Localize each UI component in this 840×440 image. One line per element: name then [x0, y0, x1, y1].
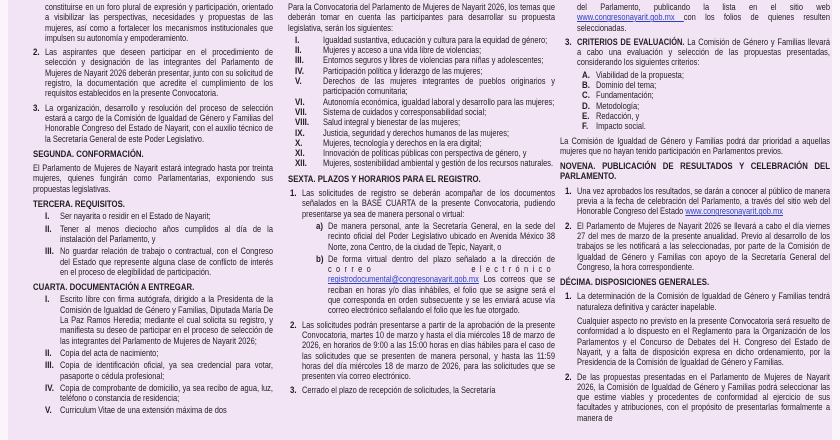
convocatoria-page	[8, 0, 832, 440]
block-text	[577, 186, 830, 217]
block-text: Metodología;	[596, 100, 640, 111]
block-text: Mujeres, tecnología y derechos en la era digital;	[323, 137, 482, 148]
block-text: De las propuestas presentadas en el Parlamento de Mujeres de Nayarit 2026, la Comisión de Igualdad de Género y Familias podrá seleccionar las que estime viables y procedentes de conformidad al ejercicio de sus facultades y atribuciones, con el propósito de presentarlas formalmente a manera de	[577, 371, 830, 423]
list-item	[290, 188, 555, 219]
list-item	[45, 360, 273, 381]
list-label: IV.	[45, 382, 54, 393]
list-label: b)	[316, 253, 324, 264]
block-text: Las aspirantes que deseen participar en el procedimiento de selección y designación de las integrantes del Parlamento de Mujeres de Nayarit 2026 deberán presentar, junto con su solicitud de registro, la documentación que acredite el cumplimiento de los requisitos establecidos en la presente Convocatoria.	[45, 47, 273, 99]
text-segment: correo electrónico	[328, 264, 555, 275]
block-text: Cualquier aspecto no previsto en la presente Convocatoria será resuelto de conformidad a lo dispuesto en el Reglamento para la Organización de los Parlamentos y el Concurso de Debates del H. Congreso del Estado de Nayarit, y a falta de disposición expresa en dicho ordenamiento, por la Presidencia de la Comisión de Igualdad de Género y Familias.	[577, 316, 830, 368]
block-text: SEGUNDA. CONFORMACIÓN.	[33, 147, 144, 159]
list-item	[33, 47, 273, 99]
block-text: DÉCIMA. DISPOSICIONES GENERALES.	[560, 276, 710, 288]
list-label: 1.	[290, 188, 297, 199]
section-heading	[33, 282, 273, 292]
list-label: F.	[582, 121, 589, 132]
list-item	[582, 110, 830, 121]
list-label: III.	[295, 55, 304, 66]
list-label: 2.	[33, 47, 40, 58]
list-item	[582, 90, 830, 101]
list-item	[45, 246, 273, 277]
section-heading	[33, 149, 273, 159]
block-text: No guardar relación de trabajo o contractual, con el Congreso del Estado que represente alguna clase de conflicto de interés en el proceso de elegibilidad de participación.	[60, 246, 273, 277]
web-link[interactable]: registrodocumental@congresonayarit.gob.mx	[328, 274, 479, 285]
list-item	[565, 36, 830, 68]
block-text	[577, 2, 830, 33]
list-label: X.	[295, 137, 303, 148]
text-segment: Una vez aprobados los resultados, se darán a conocer al público de manera previa a la fecha de celebración del Parlamento, a través del sitio web del Honorable Congreso del Estado	[577, 185, 830, 217]
block-text: Curriculum Vitae de una extensión máxima de dos	[60, 405, 227, 416]
column-right	[560, 2, 830, 423]
block-text: NOVENA. PUBLICACIÓN DE RESULTADOS Y CELEBRACIÓN DEL PARLAMENTO.	[560, 160, 830, 182]
list-label: 2.	[565, 220, 572, 231]
block-text: Tener al menos dieciocho años cumplidos al día de la instalación del Parlamento, y	[60, 223, 273, 244]
block-text: De manera personal, ante la Secretaría General, en la sede del recinto oficial del Poder Legislativo ubicado en Avenida México 38 Norte, zona Centro, de la ciudad de Tepic, Nayarit, o	[328, 220, 555, 252]
column-left	[33, 2, 273, 416]
list-label: 1.	[565, 185, 572, 196]
list-item	[295, 158, 555, 169]
block-text: Salud integral y bienestar de las mujeres;	[323, 117, 461, 128]
section-heading	[560, 161, 830, 182]
list-item	[582, 69, 830, 80]
block-text: Las solicitudes podrán presentarse a partir de la aprobación de la presente Convocatoria, martes 10 de marzo y hasta el día miércoles 18 de marzo de 2026, en horarios de 9:00 a las 15:00 horas en días hábiles para el caso de las solicitudes que se presenten de manera personal, y hasta las 11:59 horas del día miércoles 18 de marzo de 2026, para las solicitudes que se presenten vía correo electrónico.	[302, 319, 555, 382]
list-label: C.	[582, 90, 590, 101]
block-text: Innovación de políticas públicas con perspectiva de género, y	[323, 148, 527, 159]
list-label: A.	[582, 69, 590, 80]
text-segment: Los correos que se reciban en horas y/o días inhábiles, el folio que se asigne será el que corresponda en orden subsecuente y se les enviará acuse vía correo electrónico señalando el folio que les fue otorgado.	[328, 274, 555, 316]
list-label: XI.	[295, 148, 305, 159]
list-item	[295, 117, 555, 128]
list-label: 3.	[33, 102, 40, 113]
block-text: La organización, desarrollo y resolución del proceso de selección estará a cargo de la Comisión de Igualdad de Género y Familias del Honorable Congreso del Estado de Nayarit, con el auxilio técnico de la Secretaría General de este Poder Legislativo.	[45, 102, 273, 144]
list-item	[45, 405, 273, 416]
list-item	[565, 291, 830, 312]
list-label: I.	[295, 34, 300, 45]
list-label: III.	[45, 360, 54, 371]
block-text: Entornos seguros y libres de violencias para niñas y adolescentes;	[323, 55, 544, 66]
block-text: constituirse en un foro plural de expresión y participación, orientado a visibilizar las perspectivas, necesidades y propuestas de las mujeres, así como a fortalecer los mecanismos institucionales que impulsen su autonomía y empoderamiento.	[45, 2, 273, 43]
block-text: Derechos de las mujeres integrantes de pueblos originarios y participación comunitaria;	[323, 76, 555, 97]
list-label: II.	[45, 223, 52, 234]
block-text: Participación política y liderazgo de las mujeres;	[323, 65, 483, 76]
list-item	[45, 211, 273, 222]
list-item	[295, 106, 555, 117]
block-text: El Parlamento de Mujeres de Nayarit estará integrado hasta por treinta mujeres, quienes fungirán como Parlamentarias, exponiendo sus propuestas legislativas.	[33, 163, 273, 194]
list-label: 3.	[290, 385, 297, 396]
block-text: Viabilidad de la propuesta;	[596, 69, 684, 80]
block-text: Copia del acta de nacimiento;	[60, 347, 159, 358]
list-label: III.	[45, 246, 54, 257]
block-text: La Comisión de Igualdad de Género y Familias podrá dar prioridad a aquellas mujeres que no hayan tenido participación en Parlamentos previos.	[560, 135, 830, 156]
text-segment: De forma virtual dentro del plazo señalado a la dirección de	[328, 253, 555, 264]
list-item	[295, 65, 555, 76]
list-item	[316, 253, 555, 316]
list-item	[295, 148, 555, 159]
block-text: Sistema de cuidados y corresponsabilidad social;	[323, 106, 487, 117]
list-item	[33, 102, 273, 144]
list-label: V.	[295, 76, 302, 87]
paragraph	[577, 2, 830, 33]
block-text: TERCERA. REQUISITOS.	[33, 198, 125, 210]
list-item	[45, 347, 273, 358]
block-text: CUARTA. DOCUMENTACIÓN A ENTREGAR.	[33, 281, 195, 293]
block-text: Justicia, seguridad y derechos humanos de las mujeres;	[323, 127, 510, 138]
block-text	[328, 254, 555, 316]
web-link[interactable]: www.congresonayarit.gob.mx	[685, 206, 783, 217]
block-text: Ser nayarita o residir en el Estado de Nayarit;	[60, 211, 211, 222]
block-text: Igualdad sustantiva, educación y cultura para la equidad de género;	[323, 34, 548, 45]
list-item	[582, 100, 830, 111]
list-item	[45, 223, 273, 245]
list-label: II.	[45, 347, 52, 358]
block-text: Para la Convocatoria del Parlamento de Mujeres de Nayarit 2026, los temas que deberán tomar en cuenta las participantes para desarrollar su propuesta legislativa, serán los siguientes:	[288, 2, 555, 33]
block-text: Las solicitudes de registro se deberán acompañar de los documentos señalados en la BASE CUARTA de la presente Convocatoria, pudiendo presentarse ya sea de manera personal o virtual:	[302, 188, 555, 219]
list-label: VIII.	[295, 117, 310, 128]
list-label: VII.	[295, 106, 307, 117]
list-label: 2.	[290, 319, 297, 330]
web-link[interactable]: www.congresonayarit.gob.mx	[577, 12, 684, 23]
list-item	[565, 371, 830, 423]
list-label: 1.	[565, 291, 572, 302]
paragraph	[560, 136, 830, 157]
list-label: IX.	[295, 127, 305, 138]
paragraph	[288, 2, 555, 33]
list-item	[295, 137, 555, 148]
block-text: El Parlamento de Mujeres de Nayarit 2026 se llevará a cabo el día viernes 27 del mes de marzo de la presente anualidad. Previo al desarrollo de los trabajos se les notificará a las seleccionadas, por parte de la Comisión de Igualdad de Género y Familias con apoyo de la Secretaría General del Congreso, la hora correspondiente.	[577, 220, 830, 272]
list-label: B.	[582, 80, 590, 91]
list-label: I.	[45, 211, 50, 222]
list-item	[295, 76, 555, 97]
list-label: a)	[316, 220, 324, 231]
block-text: Mujeres, sostenibilidad ambiental y gestión de los recursos naturales.	[323, 158, 554, 169]
list-label: VI.	[295, 96, 305, 107]
list-item	[582, 80, 830, 91]
text-segment: La Comisión de Género y Familias llevará a cabo una evaluación y selección de las propuestas presentadas, considerando los siguientes criterios:	[577, 36, 830, 68]
list-item	[565, 185, 830, 217]
list-label: E.	[582, 110, 590, 121]
paragraph	[33, 163, 273, 194]
block-text: Fundamentación;	[596, 90, 654, 101]
list-item	[316, 220, 555, 252]
list-label: XII.	[295, 158, 307, 169]
block-text: SEXTA. PLAZOS Y HORARIOS PARA EL REGISTRO.	[288, 172, 481, 184]
list-label: II.	[295, 45, 302, 56]
block-text: Dominio del tema;	[596, 80, 657, 91]
list-item	[295, 34, 555, 45]
text-segment: con los folios de quienes resulten seleccionadas.	[577, 12, 830, 33]
list-item	[45, 382, 273, 404]
block-text: Cerrado el plazo de recepción de solicitudes, la Secretaría	[302, 385, 496, 396]
list-label: V.	[45, 405, 52, 416]
paragraph	[45, 2, 273, 43]
bold-text: CRITERIOS DE EVALUACIÓN.	[577, 36, 685, 47]
section-heading	[560, 277, 830, 287]
block-text: Escrito libre con firma autógrafa, dirigido a la Presidenta de la Comisión de Igualdad de Género y Familias, Diputada María De La Paz Ramos Heredia; mediante el cual solicita su registro, y manifiesta su deseo de participar en el proceso de selección de las integrantes del Parlamento de Mujeres de Nayarit 2026;	[60, 294, 273, 346]
list-item	[295, 55, 555, 66]
list-label: 2.	[565, 371, 572, 382]
block-text: Redacción, y	[596, 110, 640, 121]
list-item	[295, 96, 555, 107]
list-item	[582, 121, 830, 132]
section-heading	[288, 174, 555, 184]
list-label: D.	[582, 100, 590, 111]
list-item	[290, 385, 555, 396]
block-text: Mujeres y acceso a una vida libre de violencias;	[323, 45, 482, 56]
block-text: Copia de comprobante de domicilio, ya sea recibo de agua, luz, teléfono o constancia de residencia;	[60, 382, 273, 404]
list-label: IV.	[295, 65, 304, 76]
section-heading	[33, 199, 273, 209]
list-label: I.	[45, 294, 50, 305]
text-segment: del Parlamento, publicando la lista en el sitio web	[577, 2, 830, 12]
paragraph	[577, 316, 830, 367]
block-text: La determinación de la Comisión de Igualdad de Género y Familias tendrá naturaleza definitiva y carácter inapelable.	[577, 291, 830, 312]
block-text	[577, 37, 830, 68]
block-text: Copia de identificación oficial, ya sea credencial para votar, pasaporte o cédula profesional;	[60, 360, 273, 381]
list-item	[290, 319, 555, 382]
list-item	[295, 45, 555, 56]
list-item	[45, 294, 273, 346]
column-middle	[288, 2, 555, 396]
block-text: Impacto social.	[596, 121, 646, 132]
list-item	[565, 220, 830, 272]
list-item	[295, 127, 555, 138]
list-label: 3.	[565, 36, 572, 47]
block-text: Autonomía económica, igualdad laboral y desarrollo para las mujeres;	[323, 96, 555, 107]
